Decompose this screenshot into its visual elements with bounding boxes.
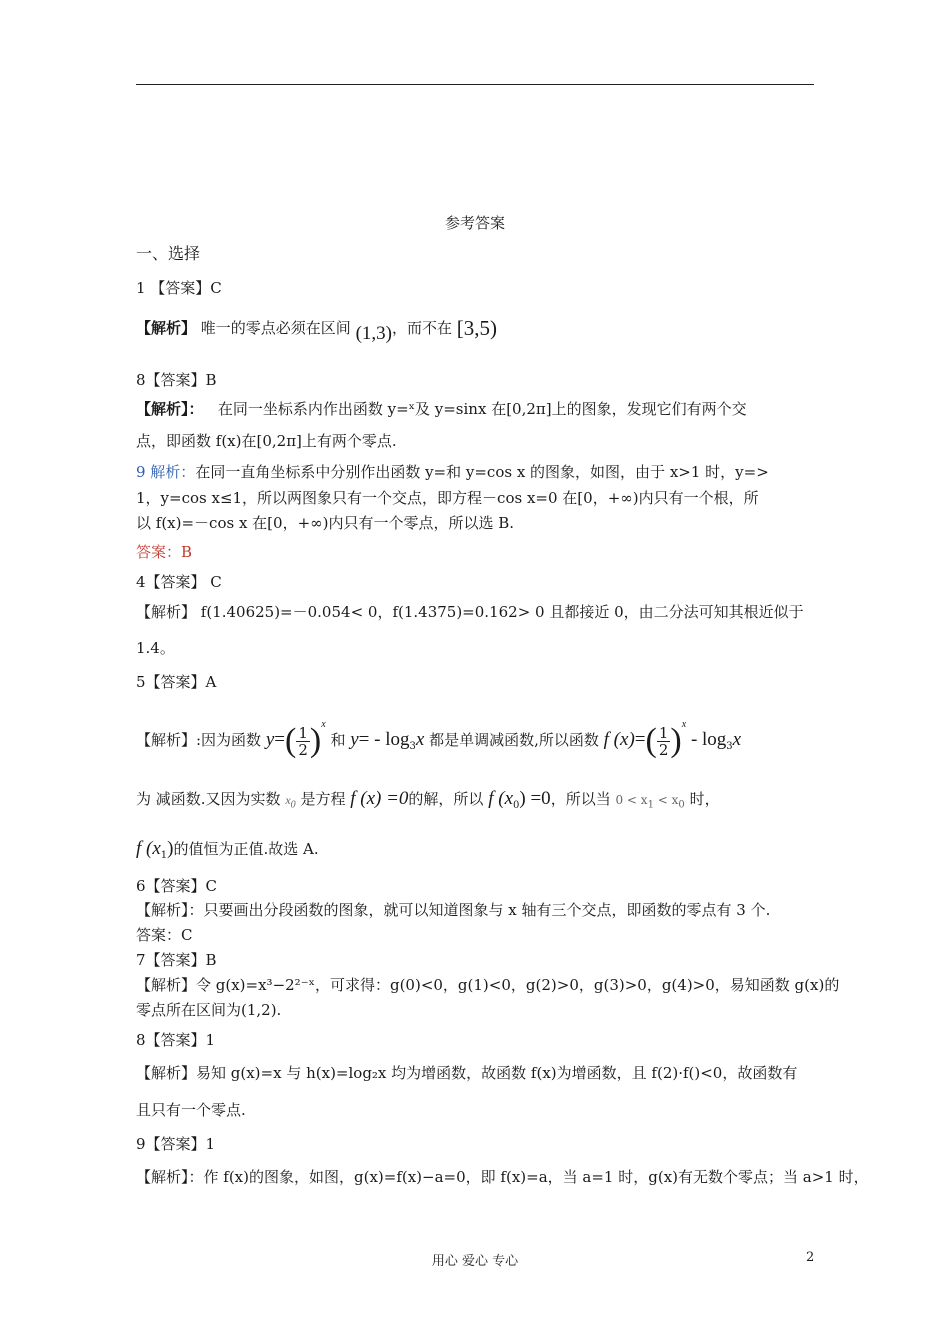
q5-ineq-sub0: 0 <box>678 799 685 811</box>
q1-analysis-text: 唯一的零点必须在区间 <box>200 319 351 337</box>
q1-interval1: (1,3) <box>355 323 392 344</box>
q5-log3: - log <box>690 729 727 750</box>
q6-answer: 6【答案】C <box>136 877 218 895</box>
q5-exp1: x <box>321 719 326 730</box>
q5-l2-text-d: ，所以当 <box>550 790 611 808</box>
q5-ineq-mid: < x <box>653 793 679 807</box>
q5-fx1-tail: ) <box>167 838 174 859</box>
section-heading: 一、选择 <box>136 244 201 263</box>
q5-l1-text-a: 【解析】:因为函数 <box>136 731 262 749</box>
q2-line1 <box>136 399 747 419</box>
q5-l2-text-b: 是方程 <box>300 790 346 808</box>
q4-line2: 1.4。 <box>136 639 175 657</box>
page-title: 参考答案 <box>444 214 505 232</box>
q5-x2: x <box>415 729 425 750</box>
q5-half1-den: 2 <box>298 740 308 759</box>
q8-line2: 且只有一个零点. <box>136 1101 246 1119</box>
q9-line1: 【解析】：作 f(x)的图象，如图，g(x)=f(x)−a=0，即 f(x)=a，当 a=1 时，g(x)有无数个零点；当 a>1 时， <box>136 1168 869 1186</box>
q5-l1-text-c: 都是单调减函数,所以函数 <box>429 731 599 749</box>
q5-rparen2: ) <box>670 722 682 759</box>
q3-line2: 1，y=cos x≤1，所以两图象只有一个交点，即方程－cos x=0 在[0，+∞)内只有一个根，所 <box>136 489 759 507</box>
q3-line3: 以 f(x)=－cos x 在[0，+∞)内只有一个零点，所以选 B. <box>136 514 515 532</box>
q3-line1 <box>136 462 769 482</box>
q5-exp2: x <box>681 719 687 730</box>
q5-half1 <box>296 725 310 758</box>
q5-half2 <box>657 725 671 758</box>
q4-line1: 【解析】 f(1.40625)=－0.054< 0，f(1.4375)=0.162> 0 且都接近 0，由二分法可知其根近似于 <box>136 603 804 621</box>
q7-answer: 7【答案】B <box>136 951 217 969</box>
q7-line2: 零点所在区间为(1,2). <box>136 1001 282 1019</box>
q2-line2: 点，即函数 f(x)在[0,2π]上有两个零点. <box>136 432 397 450</box>
q5-x3: x <box>732 729 742 750</box>
q5-rparen1: ) <box>309 722 322 759</box>
q5-fx0-sub: 0 <box>513 800 520 811</box>
q5-lparen2: ( <box>645 722 657 759</box>
q1-interval2: [3,5) <box>456 316 498 340</box>
q5-x0-sub: 0 <box>290 799 296 811</box>
q5-neglog: = - log <box>358 729 410 750</box>
q6-line1: 【解析】：只要画出分段函数的图象，就可以知道图象与 x 轴有三个交点，即函数的零点有 3 个. <box>136 901 771 919</box>
q5-fx-eq0: f (x) =0 <box>350 788 409 809</box>
q5-line2 <box>136 784 720 821</box>
q5-l2-text-c: 的解，所以 <box>408 790 484 808</box>
q5-eq1: = <box>274 729 285 750</box>
q5-y2: y <box>350 729 359 750</box>
q2-line1-text: 在同一坐标系内作出函数 y=ˣ及 y=sinx 在[0,2π]上的图象，发现它们有两个交 <box>217 400 747 418</box>
q5-l2-text-a: 为 减函数.又因为实数 <box>136 790 281 808</box>
q5-base3-a: 3 <box>409 741 416 752</box>
q3-label: 9 解析： <box>136 463 196 481</box>
q5-y1: y <box>265 729 275 750</box>
q1-analysis-label: 【解析】 <box>136 319 197 337</box>
q7-line1: 【解析】令 g(x)=x³−2²⁻ˣ，可求得：g(0)<0，g(1)<0，g(2)>0，g(3)>0，g(4)>0，易知函数 g(x)的 <box>136 976 840 994</box>
q5-l3-text: 的值恒为正值.故选 A. <box>173 840 319 858</box>
q5-x0 <box>285 793 296 811</box>
q8-line1: 【解析】易知 g(x)=x 与 h(x)=log₂x 均为增函数，故函数 f(x)为增函数，且 f(2)·f()<0，故函数有 <box>136 1064 798 1082</box>
q5-lparen1: ( <box>285 722 297 759</box>
q5-half1-num: 1 <box>298 723 308 742</box>
q5-fx0-tail: ) =0 <box>519 788 551 809</box>
q5-fx0: f (x <box>488 788 514 809</box>
q5-x0-x: x <box>285 793 291 807</box>
q4-answer: 4【答案】 C <box>136 573 222 591</box>
header-rule <box>136 84 814 85</box>
q2-label: 【解析】： <box>136 400 204 418</box>
q5-line1 <box>136 712 741 762</box>
q1-answer: 1 【答案】C <box>136 279 222 297</box>
q9-answer: 9【答案】1 <box>136 1135 216 1153</box>
footer-center: 用心 爱心 专心 <box>431 1254 519 1269</box>
q1-analysis <box>136 316 498 344</box>
page-number: 2 <box>806 1250 815 1265</box>
q5-ineq-sub1: 1 <box>647 799 654 811</box>
q3-line1-text: 在同一直角坐标系中分别作出函数 y=和 y=cos x 的图象，如图，由于 x>1 时，y=> <box>195 463 769 481</box>
q5-half2-num: 1 <box>658 723 669 742</box>
q5-ineq-a: 0 < x <box>615 793 648 807</box>
q5-base3-b: 3 <box>726 741 733 752</box>
q5-l1-text-b: 和 <box>330 731 346 749</box>
q5-fx1: f (x <box>136 838 161 859</box>
q5-eq2: = <box>634 729 646 750</box>
q5-fx1-sub: 1 <box>160 850 168 861</box>
q1-mid-text: ，而不在 <box>392 319 453 337</box>
q5-answer: 5【答案】A <box>136 673 217 691</box>
q3-answer: 答案：B <box>136 543 193 561</box>
q5-line3 <box>136 834 319 871</box>
q8-answer: 8【答案】1 <box>136 1031 216 1049</box>
q5-fx: f (x) <box>603 729 635 750</box>
q5-half2-den: 2 <box>658 740 669 759</box>
q5-ineq <box>615 793 685 811</box>
q5-l2-text-e: 时， <box>689 790 720 808</box>
q2-answer: 8【答案】B <box>136 371 217 389</box>
q6-ans: 答案：C <box>136 926 193 944</box>
